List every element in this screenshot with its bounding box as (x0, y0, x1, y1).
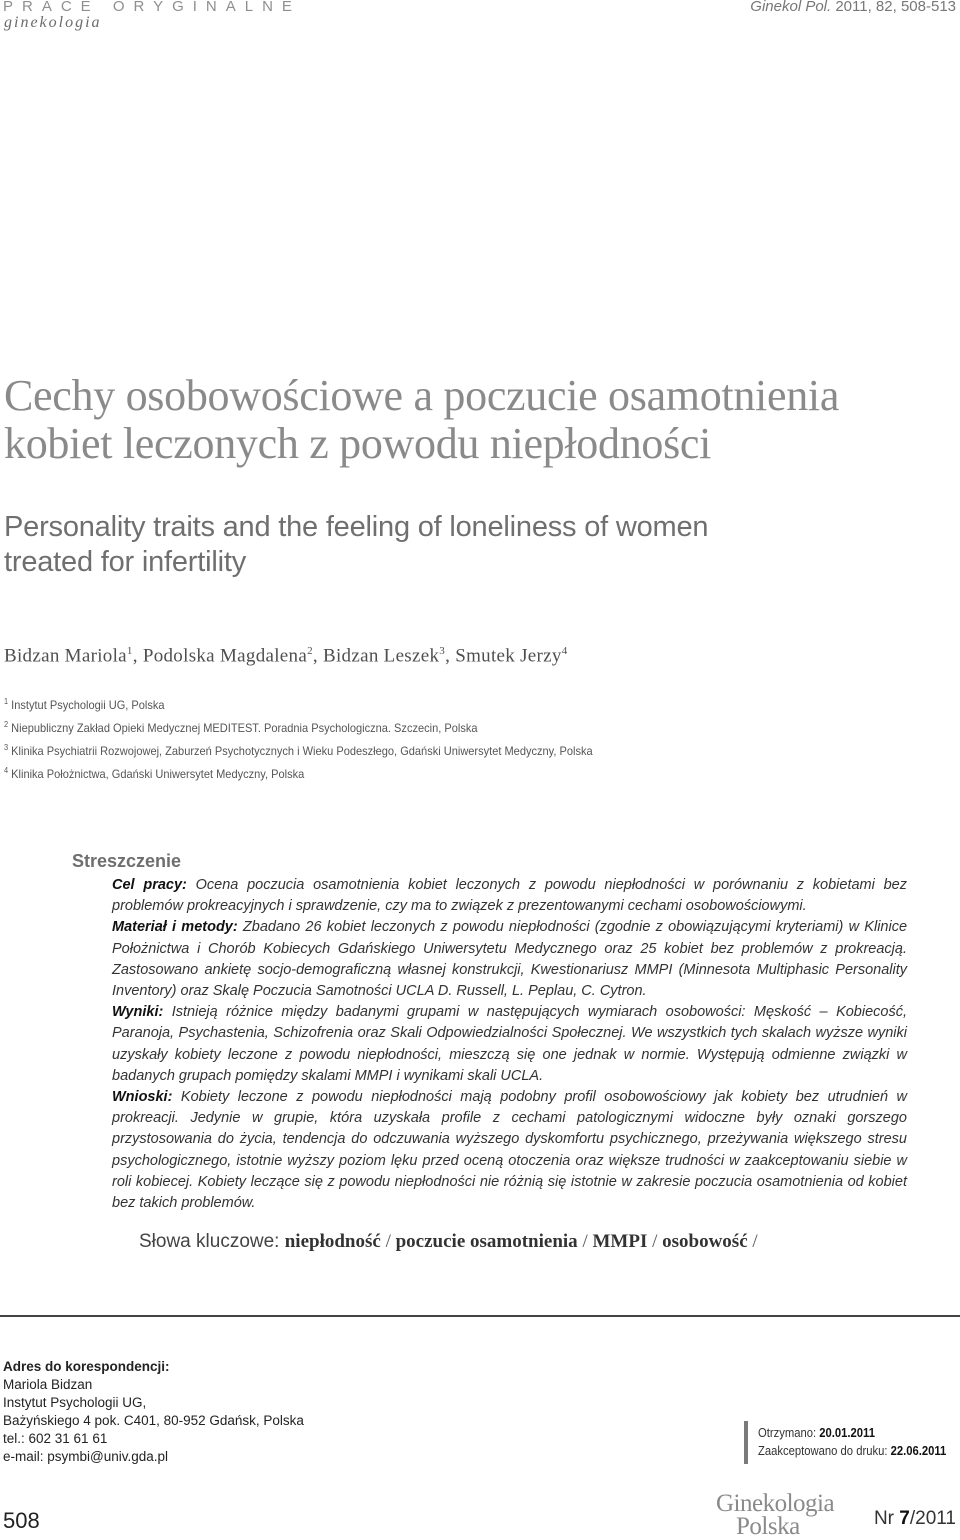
section-label: PRACE ORYGINALNE (3, 0, 301, 15)
author-affil-sup: 1 (126, 645, 133, 657)
author-list: Bidzan Mariola$^1$, Podolska Magdalena$^2$, Bidzan Leszek$^3$, Smutek Jerzy$^4$ (4, 645, 568, 667)
correspondence-line: tel.: 602 31 61 61 (3, 1431, 108, 1446)
received-date (758, 1424, 946, 1442)
author-name: Podolska Magdalena (142, 645, 308, 667)
keywords-label: Słowa kluczowe: (139, 1231, 280, 1252)
horizontal-rule (0, 1315, 960, 1317)
logo-line1: Ginekologia (716, 1490, 835, 1517)
keyword: osobowość (662, 1231, 748, 1252)
abstract-results (112, 1002, 907, 1087)
abstract-conclusions-label: Wnioski: (112, 1089, 173, 1106)
received-label: Otrzymano: (758, 1426, 820, 1440)
correspondence-line: Bażyńskiego 4 pok. C401, 80-952 Gdańsk, Polska (3, 1413, 304, 1428)
affiliation-sup: 3 (4, 743, 9, 752)
correspondence-heading: Adres do korespondencji: (3, 1359, 170, 1374)
keyword: niepłodność (284, 1231, 381, 1252)
citation-details: 2011, 82, 508-513 (831, 0, 956, 15)
abstract-methods (112, 917, 907, 1002)
abstract-methods-text: Zbadano 26 kobiet leczonych z powodu niepłodności (zgodnie z obowiązującymi kryteriami) w Klinice Położnictwa i Chorób Kobiecych Gdańskiego Uniwersytetu Medycznego oraz 25 kobiet bez problemów z prokreacją. Zastosowano ankietę socjo-demograficzną własnej konstrukcji, Kwestionariusz MMPI (Minnesota Multiphasic Personality Inventory) oraz Skalę Poczucia Samotności UCLA D. Russell, L. Peplau, C. Cytron. (112, 919, 908, 1000)
affiliation-text: Niepubliczny Zakład Opieki Medycznej MEDITEST. Poradnia Psychologiczna. Szczecin, Polska (11, 721, 478, 735)
keywords (139, 1231, 758, 1253)
correspondence-email[interactable]: e-mail: psymbi@univ.gda.pl (3, 1449, 169, 1464)
keyword: poczucie osamotnienia (395, 1231, 578, 1252)
author-affil-sup: 4 (561, 645, 568, 657)
abstract-conclusions (112, 1087, 907, 1214)
abstract-results-text: Istnieją różnice między badanymi grupami w następujących wymiarach osobowości: Męskość – Kobiecość, Paranoja, Psychastenia, Schizofrenia oraz Skali Odpowiedzialności Społecznej. We wszystkich tych skalach wyższe wyniki uzyskały kobiety leczone z powodu niepłodności, mieszczą się one jednak w normie. Występują odmienne związki w badanych grupach pomiędzy skalami MMPI i wynikami skali UCLA. (112, 1004, 907, 1084)
abstract-aim-label: Cel pracy: (112, 877, 187, 893)
citation-journal: Ginekol Pol. (750, 0, 832, 15)
abstract-heading: Streszczenie (72, 851, 182, 871)
issue-prefix: Nr (873, 1508, 900, 1529)
affiliation-text: Instytut Psychologii UG, Polska (11, 698, 165, 712)
abstract-body (112, 875, 907, 1214)
keyword-separator: / (577, 1231, 593, 1252)
keyword-separator: / (747, 1231, 758, 1252)
affiliation-item (4, 761, 832, 784)
affiliation-sup: 4 (4, 766, 9, 775)
title-polish-line2: kobiet leczonych z powodu niepłodności (4, 419, 712, 468)
author-affil-sup: 2 (307, 645, 313, 657)
abstract-results-label: Wyniki: (112, 1004, 164, 1021)
affiliation-item (4, 738, 832, 761)
dates-accent-bar (744, 1421, 748, 1464)
journal-name: ginekologia (4, 14, 102, 31)
author-affil-sup: 3 (439, 645, 446, 657)
affiliation-sup: 2 (4, 720, 9, 729)
keyword-separator: / (380, 1231, 396, 1252)
affiliation-list (4, 692, 832, 784)
affiliation-item (4, 715, 832, 738)
accepted-value: 22.06.2011 (890, 1444, 947, 1458)
title-polish (4, 372, 960, 468)
correspondence-line: Mariola Bidzan (3, 1377, 93, 1392)
dates-block (758, 1424, 946, 1460)
accepted-label: Zaakceptowano do druku: (758, 1444, 891, 1458)
journal-logo (716, 1492, 834, 1538)
title-english: Personality traits and the feeling of loneliness of women treated for infertility (4, 511, 709, 578)
accepted-date (758, 1442, 946, 1460)
abstract-methods-label: Materiał i metody: (112, 919, 238, 936)
issue-year: /2011 (909, 1508, 956, 1529)
affiliation-sup: 1 (4, 697, 9, 706)
affiliation-item (4, 692, 832, 715)
keyword-separator: / (647, 1231, 663, 1252)
keyword: MMPI (592, 1231, 648, 1252)
issue-number (874, 1508, 956, 1530)
issue-value: 7 (899, 1508, 910, 1529)
author-name: Bidzan Leszek (323, 645, 440, 667)
page-number: 508 (3, 1508, 40, 1533)
logo-line2: Polska (736, 1513, 800, 1540)
abstract-conclusions-text: Kobiety leczone z powodu niepłodności mają podobny profil osobowościowy jak kobiety bez utrudnień w prokreacji. Jedynie w grupie, która uzyskała profile z cechami patologicznymi widoczne były oznaki gorszego przystosowania do życia, tendencja do odczuwania wyższego dyskomfortu psychicznego, przeżywania większego stresu psychologicznego, istotnie wyższy poziom lęku przed oceną otoczenia oraz większe trudności w zaakceptowaniu siebie w roli kobiecej. Kobiety leczące się z powodu niepłodności nie różnią się istotnie w zakresie poczucia osamotnienia od kobiet bez takich problemów. (112, 1089, 907, 1212)
affiliation-text: Klinika Psychiatrii Rozwojowej, Zaburzeń Psychotycznych i Wieku Podeszłego, Gdański Uniwersytet Medyczny, Polska (11, 744, 593, 758)
received-value: 20.01.2011 (819, 1426, 875, 1440)
abstract-aim-text: Ocena poczucia osamotnienia kobiet leczonych z powodu niepłodności w porównaniu z kobietami bez problemów prokreacyjnych i sprawdzenie, czy ma to związek z prezentowanymi cechami osobowościowymi. (112, 877, 907, 915)
abstract-aim (112, 875, 907, 917)
title-polish-line1: Cechy osobowościowe a poczucie osamotnienia (4, 371, 840, 420)
correspondence-line: Instytut Psychologii UG, (3, 1395, 147, 1410)
author-name: Bidzan Mariola (4, 645, 127, 667)
affiliation-text: Klinika Położnictwa, Gdański Uniwersytet Medyczny, Polska (11, 767, 305, 781)
citation (750, 0, 956, 15)
author-name: Smutek Jerzy (455, 645, 562, 667)
correspondence-block (3, 1358, 304, 1466)
